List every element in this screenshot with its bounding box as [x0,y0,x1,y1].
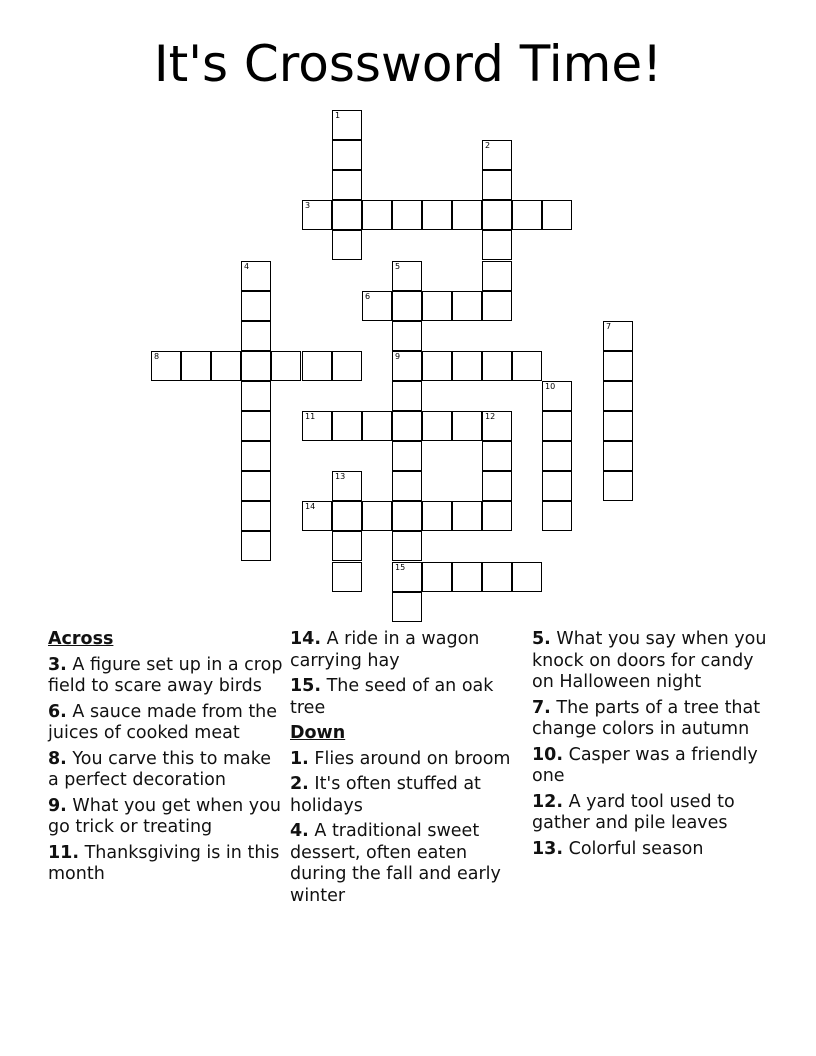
clue-text: A ride in a wagon carrying hay [290,629,480,671]
clue-number-label: 1 [335,111,341,120]
grid-cell[interactable] [542,501,572,531]
clue-text: A sauce made from the juices of cooked meat [48,701,278,743]
clue-text: It's often stuffed at holidays [290,774,481,816]
clue-number-label: 13 [335,472,346,481]
grid-cell[interactable] [452,291,482,321]
clue-number: 12. [532,791,564,812]
grid-cell[interactable] [603,381,633,411]
grid-cell[interactable] [392,381,422,411]
clue-text: You carve this to make a perfect decoration [48,748,272,790]
grid-cell[interactable] [482,230,512,260]
clue-item [532,745,768,788]
grid-cell[interactable] [603,471,633,501]
grid-cell[interactable] [542,471,572,501]
clue-number: 1. [290,748,309,769]
clue-text: What you get when you go trick or treating [48,795,281,837]
grid-cell[interactable] [422,501,452,531]
grid-cell[interactable] [362,291,392,321]
clue-number-label: 4 [244,262,250,271]
clue-text: A yard tool used to gather and pile leaves [532,791,735,833]
down-heading: Down [290,723,346,743]
grid-cell[interactable] [332,140,362,170]
clue-item [532,792,768,835]
grid-cell[interactable] [392,501,422,531]
grid-cell[interactable] [241,321,271,351]
clue-number-label: 14 [305,502,316,511]
grid-cell[interactable] [482,562,512,592]
clue-number: 15. [290,676,322,696]
grid-cell[interactable] [392,592,422,622]
across-heading: Across [48,629,114,649]
clue-number: 8. [48,748,67,769]
grid-cell[interactable] [332,230,362,260]
grid-cell[interactable] [542,200,572,230]
clue-number-label: 5 [395,262,401,271]
grid-cell[interactable] [422,200,452,230]
grid-cell[interactable] [241,501,271,531]
grid-cell[interactable] [332,562,362,592]
grid-cell[interactable] [452,411,482,441]
grid-cell[interactable] [362,411,392,441]
grid-cell[interactable] [332,200,362,230]
clue-number-label: 15 [395,563,406,572]
grid-cell[interactable] [452,501,482,531]
clue-number-label: 10 [545,382,556,391]
clue-column-3 [532,629,768,860]
clue-item [290,676,526,719]
clue-text: Thanksgiving is in this month [48,842,280,884]
grid-cell[interactable] [241,291,271,321]
clue-number-label: 8 [154,352,160,361]
clue-item [290,749,526,771]
grid-cell[interactable] [392,291,422,321]
grid-cell[interactable] [241,531,271,561]
grid-cell[interactable] [332,170,362,200]
grid-cell[interactable] [392,261,422,291]
grid-cell[interactable] [482,200,512,230]
clue-item [290,629,526,672]
grid-cell[interactable] [603,321,633,351]
clue-number: 13. [532,838,564,859]
clue-item [48,843,284,886]
grid-cell[interactable] [181,351,211,381]
grid-cell[interactable] [392,321,422,351]
grid-cell[interactable] [482,140,512,170]
clue-item [48,796,284,839]
grid-cell[interactable] [332,531,362,561]
clue-number: 3. [48,654,67,675]
clue-number: 2. [290,774,309,794]
grid-cell[interactable] [452,351,482,381]
grid-cell[interactable] [241,441,271,471]
grid-cell[interactable] [422,562,452,592]
grid-cell[interactable] [482,351,512,381]
grid-cell[interactable] [241,351,271,381]
clue-item [48,749,284,792]
grid-cell[interactable] [482,441,512,471]
clue-number: 6. [48,701,67,722]
grid-cell[interactable] [542,381,572,411]
grid-cell[interactable] [332,351,362,381]
clue-number-label: 11 [305,412,316,421]
clue-text: Casper was a friendly one [532,744,758,786]
grid-cell[interactable] [603,441,633,471]
clue-text: A traditional sweet dessert, often eaten during the fall and early winter [290,821,501,906]
grid-cell[interactable] [392,411,422,441]
clue-item [532,629,768,694]
clue-item [532,839,768,861]
grid-cell[interactable] [542,441,572,471]
grid-cell[interactable] [302,351,332,381]
clue-item [532,698,768,741]
grid-cell[interactable] [452,200,482,230]
grid-cell[interactable] [332,471,362,501]
grid-cell[interactable] [482,411,512,441]
grid-cell[interactable] [332,411,362,441]
clue-number-label: 2 [485,141,491,150]
grid-cell[interactable] [241,411,271,441]
grid-cell[interactable] [392,471,422,501]
clue-number-label: 9 [395,352,401,361]
clue-text: The seed of an oak tree [290,676,494,718]
grid-cell[interactable] [362,200,392,230]
grid-cell[interactable] [542,411,572,441]
clue-text: The parts of a tree that change colors in autumn [532,697,761,739]
clue-item [48,702,284,745]
clue-item [48,655,284,698]
page-title: It's Crossword Time! [153,35,663,93]
grid-cell[interactable] [392,200,422,230]
clue-number: 5. [532,629,551,649]
clue-number: 10. [532,744,564,765]
clue-number: 14. [290,629,322,649]
clue-text: A figure set up in a crop field to scare away birds [48,654,283,696]
clue-number: 11. [48,842,80,863]
clue-number-label: 7 [606,322,612,331]
clue-number: 4. [290,821,309,841]
grid-cell[interactable] [482,261,512,291]
grid-cell[interactable] [392,531,422,561]
grid-cell[interactable] [512,351,542,381]
grid-cell[interactable] [422,411,452,441]
grid-cell[interactable] [241,471,271,501]
grid-cell[interactable] [603,351,633,381]
grid-cell[interactable] [603,411,633,441]
grid-cell[interactable] [512,200,542,230]
grid-cell[interactable] [332,110,362,140]
grid-cell[interactable] [241,381,271,411]
clue-number-label: 12 [485,412,496,421]
grid-cell[interactable] [302,200,332,230]
grid-cell[interactable] [271,351,301,381]
grid-cell[interactable] [482,291,512,321]
grid-cell[interactable] [332,501,362,531]
clue-number: 9. [48,795,67,816]
clue-number-label: 3 [305,201,311,210]
grid-cell[interactable] [392,441,422,471]
clue-text: Flies around on broom [314,748,511,769]
grid-cell[interactable] [151,351,181,381]
grid-cell[interactable] [302,501,332,531]
grid-cell[interactable] [422,351,452,381]
clue-column-1 [48,629,284,886]
grid-cell[interactable] [482,170,512,200]
clue-number: 7. [532,697,551,718]
clue-text: What you say when you knock on doors for candy on Halloween night [532,629,767,692]
grid-cell[interactable] [302,411,332,441]
grid-cell[interactable] [482,471,512,501]
grid-cell[interactable] [392,562,422,592]
clue-column-2 [290,629,526,907]
grid-cell[interactable] [241,261,271,291]
grid-cell[interactable] [512,562,542,592]
grid-cell[interactable] [452,562,482,592]
clue-item [290,821,526,907]
clue-number-label: 6 [365,292,371,301]
grid-cell[interactable] [482,501,512,531]
grid-cell[interactable] [211,351,241,381]
grid-cell[interactable] [392,351,422,381]
grid-cell[interactable] [362,501,392,531]
grid-cell[interactable] [422,291,452,321]
clue-item [290,774,526,817]
clue-text: Colorful season [568,838,704,859]
